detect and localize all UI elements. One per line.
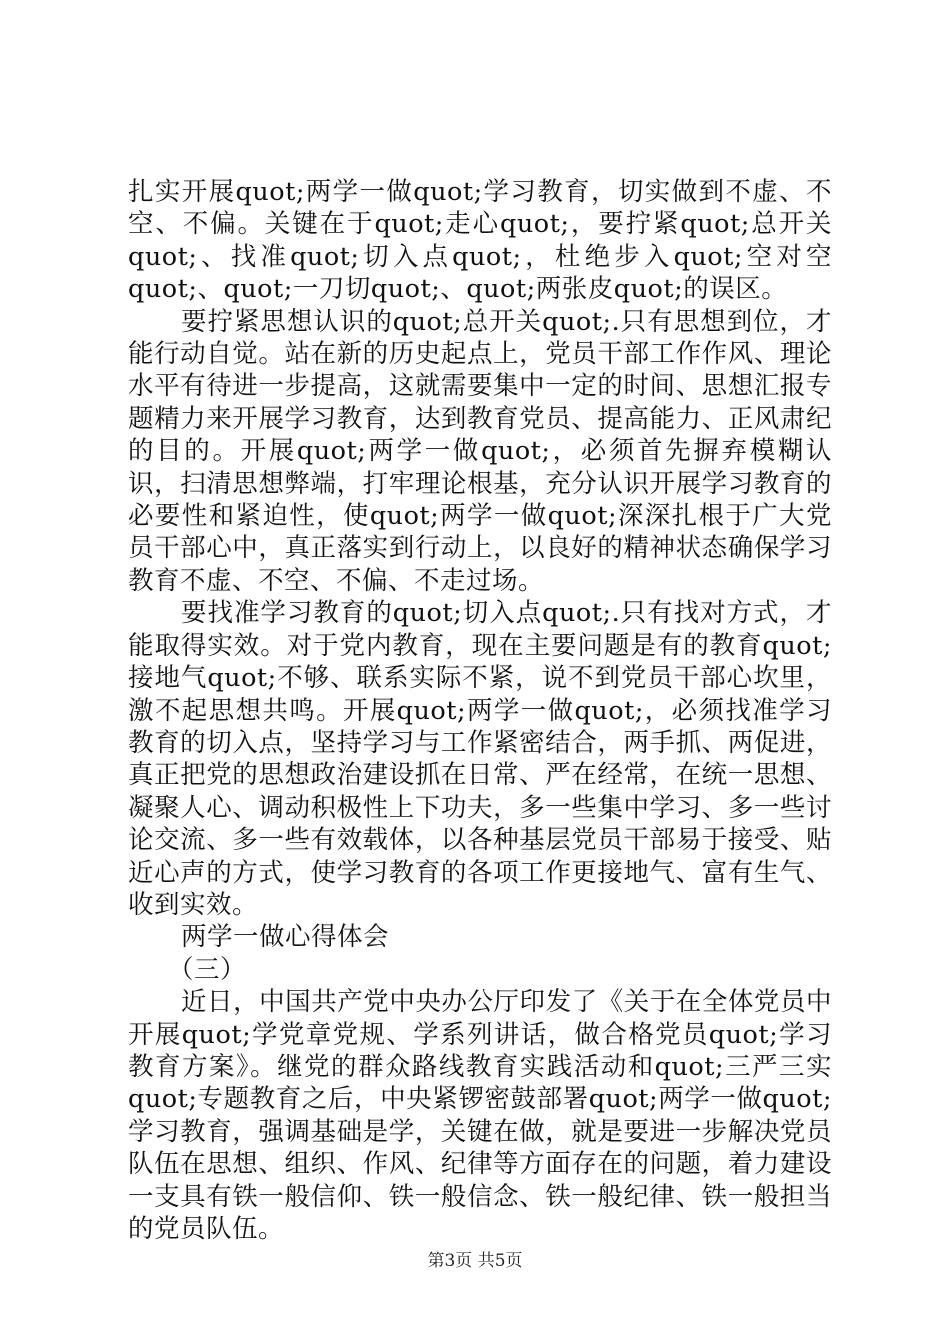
section-subheading: （三） [168, 954, 247, 985]
paragraph-closing: 近日，中国共产党中央办公厅印发了《关于在全体党员中开展quot;学党章党规、学系列讲话，做合格党员quot;学习教育方案》。继党的群众路线教育实践活动和quot;三严三实quot;专题教育之后，中央紧锣密鼓部署quot;两学一做quot;学习教育，强调基础是学，关键在做，就是要进一步解决党员队伍在思想、组织、作风、纪律等方面存在的问题，着力建设一支具有铁一般信仰、铁一般信念、铁一般纪律、铁一般担当的党员队伍。 [128, 987, 832, 1244]
paragraph-entry-point: 要找准学习教育的quot;切入点quot;.只有找对方式，才能取得实效。对于党内教育，现在主要问题是有的教育quot;接地气quot;不够、联系实际不紧，说不到党员干部心坎里，激不起思想共鸣。开展quot;两学一做quot;，必须找准学习教育的切入点，坚持学习与工作紧密结合，两手抓、两促进，真正把党的思想政治建设抓在日常、严在经常，在统一思想、凝聚人心、调动积极性上下功夫，多一些集中学习、多一些讨论交流、多一些有效载体，以各种基层党员干部易于接受、贴近心声的方式，使学习教育的各项工作更接地气、富有生气、收到实效。 [128, 598, 832, 920]
section-heading: 两学一做心得体会 [181, 922, 390, 953]
page-indicator: 第3页 共5页 [427, 1251, 523, 1271]
document-body [128, 176, 832, 1245]
paragraph-main-switch: 要拧紧思想认识的quot;总开关quot;.只有思想到位，才能行动自觉。站在新的历史起点上，党员干部工作作风、理论水平有待进一步提高，这就需要集中一定的时间、思想汇报专题精力来开展学习教育，达到教育党员、提高能力、正风肃纪的目的。开展quot;两学一做quot;，必须首先摒弃模糊认识，扫清思想弊端，打牢理论根基，充分认识开展学习教育的必要性和紧迫性，使quot;两学一做quot;深深扎根于广大党员干部心中，真正落实到行动上，以良好的精神状态确保学习教育不虚、不空、不偏、不走过场。 [128, 306, 832, 596]
page-footer [0, 1246, 950, 1271]
paragraph-continued: 扎实开展quot;两学一做quot;学习教育，切实做到不虚、不空、不偏。关键在于quot;走心quot;，要拧紧quot;总开关quot;、找准quot;切入点quot;，杜绝步入quot;空对空quot;、quot;一刀切quot;、quot;两张皮quot;的误区。 [128, 177, 832, 305]
